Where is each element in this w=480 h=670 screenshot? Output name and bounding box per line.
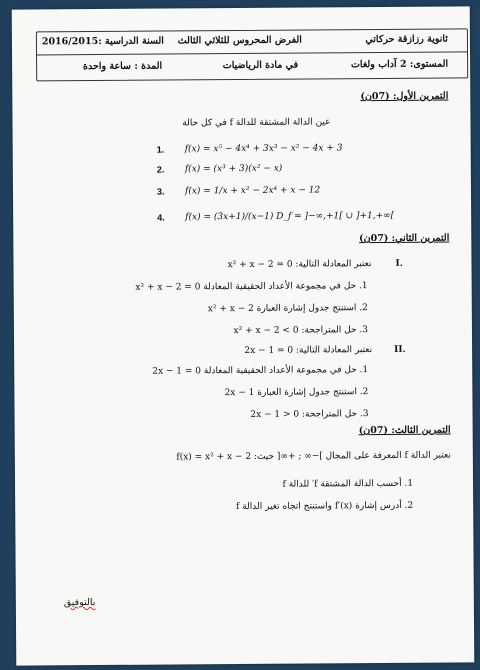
test-title: الفرض المحروس للثلاثي الثالث xyxy=(177,34,302,47)
duration: المدة : ساعة واحدة xyxy=(82,60,163,73)
exercise-2-title: التمرين الثاني: (07ن) xyxy=(359,232,450,245)
ex1-item-number: 3. xyxy=(156,186,165,197)
closing-wish: بالتوفيق xyxy=(63,597,96,609)
part-II-intro: نعتبر المعادلة التالية: 2x − 1 = 0 xyxy=(244,345,373,356)
ex1-item-expression: f(x) = (x³ + 3)(x² − x) xyxy=(184,163,283,175)
part-II-item: 2. استنتج جدول إشارة العبارة 2x − 1 xyxy=(224,387,369,399)
ex1-item-expression: f(x) = 1/x + x² − 2x⁴ + x − 12 xyxy=(184,185,321,197)
part-II-item: 3. حل المتراجحة: 2x − 1 > 0 xyxy=(250,409,369,420)
school-year: السنة الدراسية :2016/2015 xyxy=(41,35,164,48)
subject: في مادة الرياضيات xyxy=(222,59,299,72)
exercise-1-title: التمرين الأول: (07ن) xyxy=(360,90,449,103)
exercise-3-intro: نعتبر الدالة f المعرفة على المجال ]−∞ ; +∞[ حيث: f(x) = x² + x − 2 xyxy=(176,450,451,463)
exercise-3-title: التمرين الثالث: (07ن) xyxy=(358,424,451,437)
part-II-item: 1. حل في مجموعة الأعداد الحقيقية المعادلة 2x − 1 = 0 xyxy=(152,365,369,377)
ex1-item-number: 4. xyxy=(157,212,165,223)
ex1-item-expression: f(x) = x⁵ − 4x⁴ + 3x³ − x² − 4x + 3 xyxy=(184,143,343,155)
part-II-marker: II. xyxy=(394,344,406,355)
ex1-item-expression: f(x) = (3x+1)/(x−1) D_f = ]−∞,+1[ ∪ ]+1,+∞[ xyxy=(185,210,395,223)
exercise-3-item: 1. أحسب الدالة المشتقة f′ للدالة f xyxy=(282,478,414,490)
part-I-item: 1. حل في مجموعة الأعداد الحقيقية المعادلة x² + x − 2 = 0 xyxy=(135,281,368,293)
school-name: ثانوية رزازقة حركاتي xyxy=(365,33,448,46)
class-level: المستوى: 2 آداب ولغات xyxy=(350,58,449,71)
part-I-item: 3. حل المتراجحة: x² + x − 2 < 0 xyxy=(233,325,368,337)
exam-paper xyxy=(12,6,475,665)
ex1-item-number: 1. xyxy=(156,144,165,155)
part-I-item: 2. استنتج جدول إشارة العبارة x² + x − 2 xyxy=(207,303,368,315)
exercise-1-instruction: عين الدالة المشتقة للدالة f في كل حالة xyxy=(182,117,331,129)
ex1-item-number: 2. xyxy=(156,164,165,175)
exercise-3-item: 2. أدرس إشارة f′(x) واستنتج اتجاه تغير الدالة f xyxy=(235,500,414,513)
part-I-marker: I. xyxy=(395,258,403,269)
part-I-intro: نعتبر المعادلة التالية: x² + x − 2 = 0 xyxy=(227,259,372,271)
